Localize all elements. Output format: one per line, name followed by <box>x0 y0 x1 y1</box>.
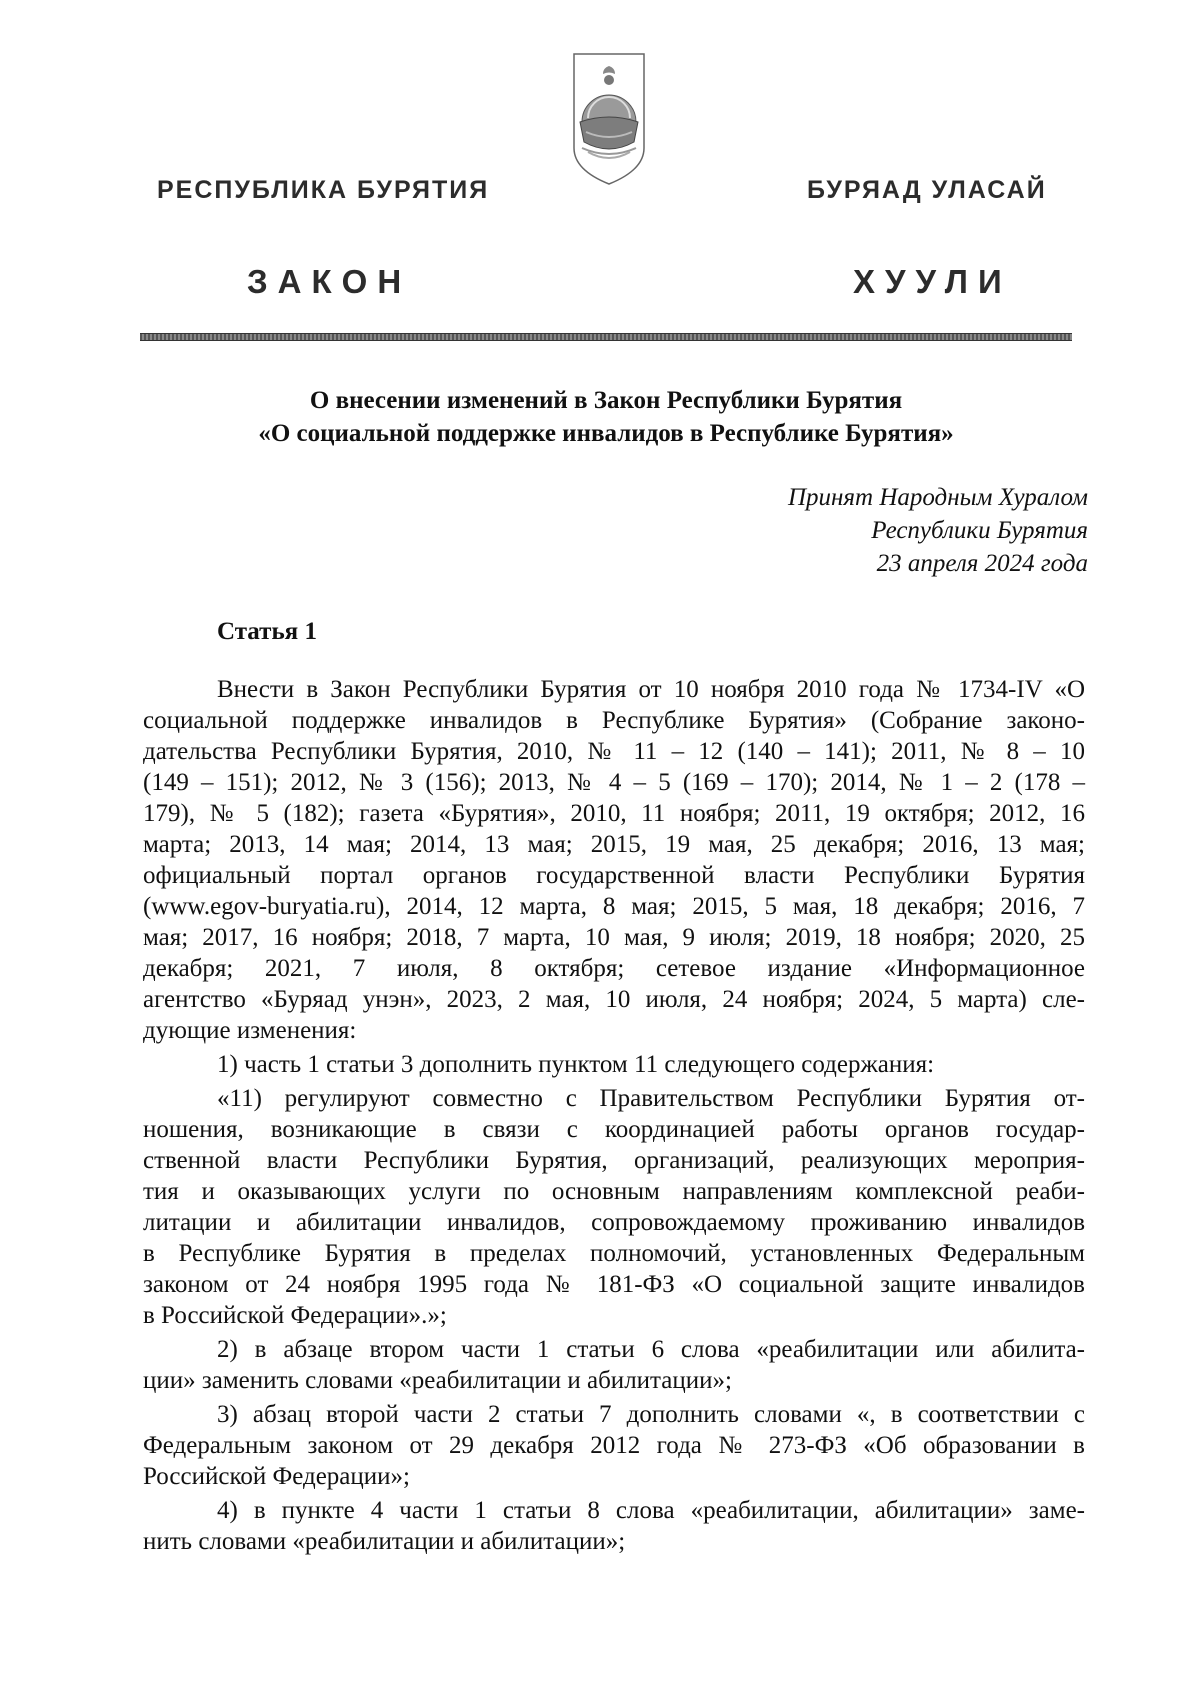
header-law-ru: ЗАКОН <box>247 263 412 300</box>
text-line: тия и оказывающих услуги по основным направлениям комплексной реаби- <box>143 1178 1085 1205</box>
title-line: О внесении изменений в Закон Республики Бурятия <box>309 387 903 414</box>
text-line: 1) часть 1 статьи 3 дополнить пунктом 11 следующего содержания: <box>217 1051 935 1078</box>
header-divider <box>140 333 1072 341</box>
paragraph-item-2 <box>143 1334 1085 1396</box>
text-line: дательства Республики Бурятия, 2010, № 11 – 12 (140 – 141); 2011, № 8 – 10 <box>143 738 1085 765</box>
title-line: «О социальной поддержке инвалидов в Республике Бурятия» <box>258 420 954 447</box>
adoption-note <box>788 481 1088 580</box>
text-line: Внести в Закон Республики Бурятия от 10 ноября 2010 года № 1734-IV «О <box>217 676 1085 703</box>
text-line: ственной власти Республики Бурятия, организаций, реализующих мероприя- <box>143 1147 1085 1174</box>
text-line: декабря; 2021, 7 июля, 8 октября; сетевое издание «Информационное <box>143 955 1085 982</box>
text-line: Федеральным законом от 29 декабря 2012 года № 273-ФЗ «Об образовании в <box>143 1432 1085 1459</box>
article-heading: Статья 1 <box>217 618 317 645</box>
text-line: законом от 24 ноября 1995 года № 181-ФЗ «О социальной защите инвалидов <box>143 1271 1085 1298</box>
text-line: мая; 2017, 16 ноября; 2018, 7 марта, 10 мая, 9 июля; 2019, 18 ноября; 2020, 25 <box>143 924 1085 951</box>
text-line: 3) абзац второй части 2 статьи 7 дополнить словами «, в соответствии с <box>217 1401 1085 1428</box>
header-republic-ru: РЕСПУБЛИКА БУРЯТИЯ <box>157 176 490 204</box>
header-republic-bua: БУРЯАД УЛАСАЙ <box>807 176 1047 204</box>
text-line: дующие изменения: <box>143 1017 357 1044</box>
paragraph-item-4 <box>143 1495 1085 1557</box>
text-line: ции» заменить словами «реабилитации и абилитации»; <box>143 1367 732 1394</box>
document-title <box>140 384 1072 450</box>
adoption-line: 23 апреля 2024 года <box>876 550 1088 577</box>
text-line: Российской Федерации»; <box>143 1463 410 1490</box>
text-line: в Республике Бурятия в пределах полномочий, установленных Федеральным <box>143 1240 1085 1267</box>
text-line: нить словами «реабилитации и абилитации»; <box>143 1528 626 1555</box>
text-line: в Российской Федерации».»; <box>143 1302 447 1329</box>
text-line: (www.egov-buryatia.ru), 2014, 12 марта, 8 мая; 2015, 5 мая, 18 декабря; 2016, 7 <box>143 893 1085 920</box>
text-line: агентство «Буряад унэн», 2023, 2 мая, 10 июля, 24 ноября; 2024, 5 марта) сле- <box>143 986 1085 1013</box>
paragraph-item-3 <box>143 1399 1085 1492</box>
paragraph-item-1-text <box>143 1083 1085 1331</box>
text-line: социальной поддержке инвалидов в Республике Бурятия» (Собрание законо- <box>143 707 1085 734</box>
coat-of-arms-emblem <box>568 52 650 186</box>
header-law-bua: ХУУЛИ <box>853 263 1012 300</box>
text-line: официальный портал органов государственной власти Республики Бурятия <box>143 862 1085 889</box>
adoption-line: Республики Бурятия <box>871 517 1088 544</box>
article-body <box>143 674 1085 1560</box>
text-line: (149 – 151); 2012, № 3 (156); 2013, № 4 – 5 (169 – 170); 2014, № 1 – 2 (178 – <box>143 769 1085 796</box>
text-line: литации и абилитации инвалидов, сопровождаемому проживанию инвалидов <box>143 1209 1085 1236</box>
text-line: 2) в абзаце втором части 1 статьи 6 слова «реабилитации или абилита- <box>217 1336 1085 1363</box>
text-line: «11) регулируют совместно с Правительством Республики Бурятия от- <box>217 1085 1085 1112</box>
text-line: марта; 2013, 14 мая; 2014, 13 мая; 2015, 19 мая, 25 декабря; 2016, 13 мая; <box>143 831 1085 858</box>
text-line: 4) в пункте 4 части 1 статьи 8 слова «реабилитации, абилитации» заме- <box>217 1497 1085 1524</box>
paragraph-item-1 <box>143 1049 1085 1080</box>
text-line: 179), № 5 (182); газета «Бурятия», 2010, 11 ноября; 2011, 19 октября; 2012, 16 <box>143 800 1085 827</box>
text-line: ношения, возникающие в связи с координацией работы органов государ- <box>143 1116 1085 1143</box>
paragraph-intro <box>143 674 1085 1046</box>
adoption-line: Принят Народным Хуралом <box>787 484 1088 511</box>
